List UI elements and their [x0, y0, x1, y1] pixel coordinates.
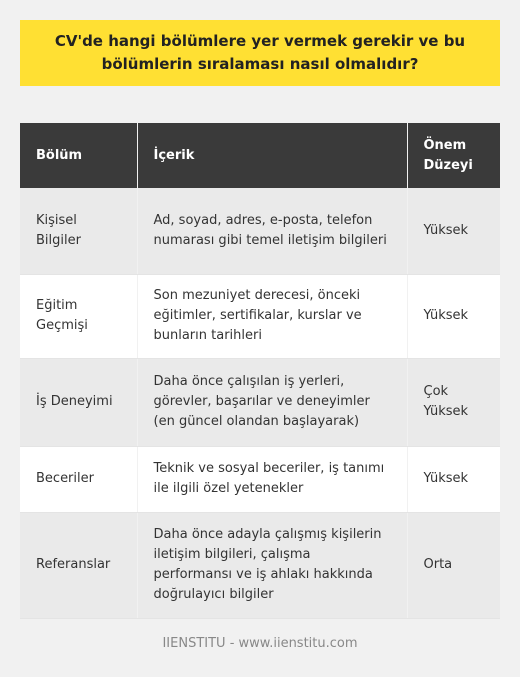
- cell-importance: Yüksek: [407, 446, 500, 512]
- cell-importance: Çok Yüksek: [407, 358, 500, 446]
- cell-content: Daha önce adayla çalışmış kişilerin iletişim bilgileri, çalışma performansı ve iş ahlakı hakkında doğrulayıcı bilgiler: [137, 512, 407, 618]
- table-header-row: [20, 123, 500, 188]
- header-importance: Önem Düzeyi: [407, 123, 500, 188]
- cv-sections-table: [20, 123, 500, 619]
- cell-section: İş Deneyimi: [20, 358, 137, 446]
- page-title: CV'de hangi bölümlere yer vermek gerekir ve bu bölümlerin sıralaması nasıl olmalıdır?: [54, 32, 466, 73]
- table-row: [20, 512, 500, 618]
- table-row: [20, 358, 500, 446]
- cell-importance: Orta: [407, 512, 500, 618]
- cell-content: Daha önce çalışılan iş yerleri, görevler, başarılar ve deneyimler (en güncel olandan başlayarak): [137, 358, 407, 446]
- cell-content: Ad, soyad, adres, e-posta, telefon numarası gibi temel iletişim bilgileri: [137, 188, 407, 274]
- header-section: Bölüm: [20, 123, 137, 188]
- table-row: [20, 446, 500, 512]
- footer-credit: IIENSTITU - www.iienstitu.com: [162, 636, 358, 651]
- cell-importance: Yüksek: [407, 274, 500, 358]
- cell-section: Referanslar: [20, 512, 137, 618]
- table-row: [20, 274, 500, 358]
- title-banner: [20, 20, 500, 86]
- cell-section: Beceriler: [20, 446, 137, 512]
- cell-importance: Yüksek: [407, 188, 500, 274]
- header-content: İçerik: [137, 123, 407, 188]
- cell-section: Kişisel Bilgiler: [20, 188, 137, 274]
- table-row: [20, 188, 500, 274]
- cell-content: Son mezuniyet derecesi, önceki eğitimler, sertifikalar, kurslar ve bunların tarihleri: [137, 274, 407, 358]
- cell-section: Eğitim Geçmişi: [20, 274, 137, 358]
- cell-content: Teknik ve sosyal beceriler, iş tanımı ile ilgili özel yetenekler: [137, 446, 407, 512]
